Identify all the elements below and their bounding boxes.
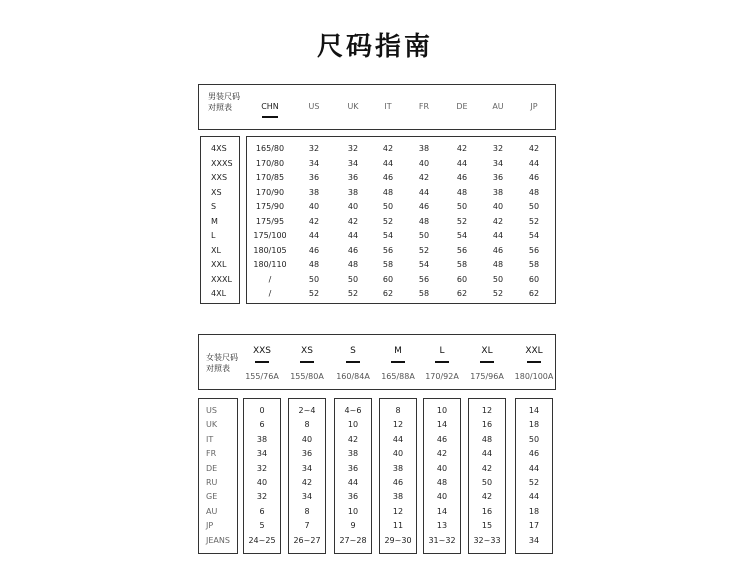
women-size-header: XL: [481, 346, 493, 356]
women-cell: 0: [259, 406, 265, 415]
women-size-underline: [527, 361, 541, 363]
women-cell: 38: [347, 449, 359, 459]
men-cell: 48: [528, 187, 540, 197]
men-cell: 48: [492, 260, 504, 269]
women-cell: 14: [528, 406, 540, 415]
women-size-header: L: [439, 346, 445, 356]
men-cell: 54: [382, 231, 394, 240]
women-cell: 16: [481, 420, 493, 430]
men-cell: 46: [456, 173, 468, 182]
women-cell: 52: [528, 478, 540, 487]
women-size-header: XXL: [525, 346, 543, 356]
men-cell: 44: [308, 231, 320, 240]
women-row-label: UK: [206, 420, 218, 430]
women-row-label: GE: [206, 492, 218, 502]
women-row-label: DE: [206, 463, 218, 473]
women-size-header: S: [350, 346, 356, 356]
men-cell: 44: [418, 187, 430, 197]
men-cell: 52: [456, 216, 468, 226]
men-cell: 62: [528, 289, 540, 298]
men-cell: 40: [418, 158, 430, 168]
men-cell: 44: [492, 231, 504, 240]
men-cell: 56: [382, 245, 394, 255]
men-cell: 62: [456, 289, 468, 298]
men-col-header-jp: JP: [530, 102, 538, 111]
women-cell: 34: [528, 535, 540, 545]
men-cell: 180/105: [253, 245, 287, 255]
men-cell: 46: [492, 245, 504, 255]
men-cell: 58: [528, 260, 540, 269]
men-size-label: XXXL: [211, 274, 232, 284]
men-cell: 62: [382, 289, 394, 298]
men-cell: 42: [456, 144, 468, 153]
men-cell: 46: [347, 245, 359, 255]
women-cell: 48: [481, 434, 493, 444]
women-cell: 44: [392, 434, 404, 444]
men-cell: 38: [492, 187, 504, 197]
men-cell: 44: [347, 231, 359, 240]
women-size-header: XXS: [252, 346, 272, 356]
women-cell: 50: [528, 434, 540, 444]
men-cell: 54: [528, 231, 540, 240]
men-cell: 170/80: [255, 158, 285, 168]
men-col-header-us: US: [308, 102, 320, 111]
men-cell: 175/90: [255, 202, 285, 211]
men-cell: 50: [347, 274, 359, 284]
men-size-label: L: [211, 231, 216, 240]
men-cell: 50: [456, 202, 468, 211]
women-cell: 44: [528, 463, 540, 473]
men-header-label-line1: 男装尺码: [208, 92, 240, 101]
women-cell: 6: [259, 420, 265, 430]
women-row-label: JP: [206, 521, 214, 531]
women-header-label-line1: 女装尺码: [206, 353, 238, 362]
men-cell: 175/95: [255, 216, 285, 226]
women-cell: 36: [347, 463, 359, 473]
women-cell: 17: [528, 521, 540, 531]
men-cell: 42: [308, 216, 320, 226]
men-cell: 32: [492, 144, 504, 153]
women-cell: 10: [436, 406, 448, 415]
men-cell: 170/85: [255, 173, 285, 182]
women-cell: 11: [392, 521, 404, 531]
women-size-underline: [255, 361, 269, 363]
women-header-box: [198, 334, 556, 390]
men-col-header-au: AU: [492, 102, 504, 111]
men-header-label: [208, 91, 240, 113]
men-cell: 50: [492, 274, 504, 284]
women-cell: 42: [436, 449, 448, 459]
women-cell: 2~4: [298, 406, 316, 415]
men-cell: 42: [528, 144, 540, 153]
men-cell: 42: [382, 144, 394, 153]
men-cell: 46: [528, 173, 540, 182]
men-cell: 50: [382, 202, 394, 211]
women-cell: 44: [347, 478, 359, 487]
women-cell: 36: [347, 492, 359, 502]
women-size-sub: 175/96A: [470, 372, 504, 381]
men-cell: 32: [308, 144, 320, 153]
women-cell: 12: [481, 406, 493, 415]
women-cell: 4~6: [344, 406, 362, 415]
women-cell: 38: [392, 492, 404, 502]
women-size-underline: [391, 361, 405, 363]
men-cell: 38: [308, 187, 320, 197]
women-cell: 27~28: [339, 535, 367, 545]
men-cell: 34: [492, 158, 504, 168]
women-cell: 18: [528, 506, 540, 516]
women-cell: 40: [301, 434, 313, 444]
men-size-label: S: [211, 202, 217, 211]
men-cell: 46: [418, 202, 430, 211]
men-cell: 50: [418, 231, 430, 240]
women-size-underline: [346, 361, 360, 363]
women-size-underline: [480, 361, 494, 363]
women-cell: 26~27: [293, 535, 321, 545]
women-header-label-line2: 对照表: [206, 364, 230, 373]
women-size-underline: [300, 361, 314, 363]
men-cell: 38: [418, 144, 430, 153]
men-cell: 60: [528, 274, 540, 284]
men-cell: 46: [382, 173, 394, 182]
women-row-label: IT: [206, 434, 214, 444]
men-col-header-it: IT: [384, 102, 392, 111]
men-cell: 52: [492, 289, 504, 298]
women-cell: 46: [436, 434, 448, 444]
women-size-header: XS: [301, 346, 313, 356]
men-cell: /: [268, 274, 272, 284]
women-cell: 44: [481, 449, 493, 459]
men-cell: 46: [308, 245, 320, 255]
women-cell: 42: [481, 463, 493, 473]
page-title: 尺码指南: [316, 32, 433, 62]
women-cell: 6: [259, 506, 265, 516]
women-cell: 16: [481, 506, 493, 516]
men-size-label: XL: [211, 245, 221, 255]
men-cell: 40: [308, 202, 320, 211]
men-size-label: XXXS: [211, 158, 233, 168]
men-size-label: XXS: [211, 173, 228, 182]
women-header-label: [206, 352, 238, 374]
men-cell: 44: [456, 158, 468, 168]
women-cell: 32~33: [473, 535, 501, 545]
men-cell: /: [268, 289, 272, 298]
men-size-label: XXL: [211, 260, 227, 269]
women-size-sub: 180/100A: [514, 372, 554, 381]
men-cell: 40: [347, 202, 359, 211]
men-cell: 44: [528, 158, 540, 168]
men-cell: 48: [308, 260, 320, 269]
women-size-sub: 155/76A: [245, 372, 279, 381]
men-cell: 50: [528, 202, 540, 211]
men-cell: 42: [492, 216, 504, 226]
men-col-header-de: DE: [456, 102, 468, 111]
men-cell: 48: [418, 216, 430, 226]
men-cell: 48: [347, 260, 359, 269]
men-cell: 165/80: [255, 144, 285, 153]
men-cell: 58: [456, 260, 468, 269]
men-cell: 34: [347, 158, 359, 168]
women-cell: 40: [392, 449, 404, 459]
women-cell: 15: [481, 521, 493, 531]
men-cell: 50: [308, 274, 320, 284]
women-row-label: FR: [206, 449, 217, 459]
women-cell: 42: [301, 478, 313, 487]
women-row-label-box: [198, 398, 238, 554]
women-cell: 12: [392, 506, 404, 516]
women-cell: 8: [304, 420, 310, 430]
men-cell: 36: [492, 173, 504, 182]
women-cell: 7: [304, 521, 310, 531]
men-cell: 60: [382, 274, 394, 284]
women-cell: 32: [256, 463, 268, 473]
men-size-label: M: [211, 216, 218, 226]
women-cell: 10: [347, 420, 359, 430]
women-cell: 46: [528, 449, 540, 459]
women-cell: 42: [481, 492, 493, 502]
men-cell: 52: [528, 216, 540, 226]
men-cell: 52: [308, 289, 320, 298]
men-cell: 52: [347, 289, 359, 298]
women-cell: 34: [301, 492, 313, 502]
women-cell: 38: [256, 434, 268, 444]
men-cell: 58: [418, 289, 430, 298]
women-cell: 34: [301, 463, 313, 473]
women-cell: 38: [392, 463, 404, 473]
men-col-header-chn: CHN: [261, 102, 279, 111]
women-size-sub: 160/84A: [336, 372, 370, 381]
men-cell: 36: [308, 173, 320, 182]
men-cell: 60: [456, 274, 468, 284]
women-cell: 8: [304, 506, 310, 516]
women-cell: 24~25: [248, 535, 276, 545]
men-cell: 32: [347, 144, 359, 153]
women-cell: 40: [436, 463, 448, 473]
men-cell: 58: [382, 260, 394, 269]
women-cell: 32: [256, 492, 268, 502]
men-cell: 175/100: [253, 231, 287, 240]
men-cell: 36: [347, 173, 359, 182]
men-cell: 34: [308, 158, 320, 168]
men-cell: 56: [418, 274, 430, 284]
men-cell: 40: [492, 202, 504, 211]
men-cell: 54: [418, 260, 430, 269]
men-col-header-fr: FR: [418, 102, 430, 111]
men-size-label: XS: [211, 187, 222, 197]
women-cell: 31~32: [428, 535, 456, 545]
men-cell: 42: [347, 216, 359, 226]
men-cell: 56: [528, 245, 540, 255]
women-cell: 48: [436, 478, 448, 487]
women-cell: 5: [259, 521, 265, 531]
women-row-label: JEANS: [206, 535, 230, 545]
women-cell: 42: [347, 434, 359, 444]
women-size-underline: [435, 361, 449, 363]
women-cell: 14: [436, 420, 448, 430]
women-cell: 36: [301, 449, 313, 459]
women-cell: 18: [528, 420, 540, 430]
women-cell: 14: [436, 506, 448, 516]
women-size-header: M: [394, 346, 402, 356]
women-size-sub: 155/80A: [290, 372, 324, 381]
women-row-label: US: [206, 406, 217, 415]
women-cell: 40: [256, 478, 268, 487]
men-data-box: [246, 136, 556, 304]
men-size-label: 4XS: [211, 144, 227, 153]
women-cell: 9: [350, 521, 356, 531]
men-col-header-uk: UK: [347, 102, 359, 111]
women-cell: 44: [528, 492, 540, 502]
chn-underline: [262, 116, 278, 118]
women-cell: 10: [347, 506, 359, 516]
women-row-label: AU: [206, 506, 218, 516]
men-cell: 56: [456, 245, 468, 255]
women-cell: 40: [436, 492, 448, 502]
men-size-label: 4XL: [211, 289, 227, 298]
women-cell: 12: [392, 420, 404, 430]
women-cell: 8: [395, 406, 401, 415]
men-cell: 52: [418, 245, 430, 255]
men-cell: 42: [418, 173, 430, 182]
women-cell: 50: [481, 478, 493, 487]
men-cell: 52: [382, 216, 394, 226]
men-cell: 54: [456, 231, 468, 240]
men-cell: 44: [382, 158, 394, 168]
women-cell: 34: [256, 449, 268, 459]
men-cell: 180/110: [253, 260, 287, 269]
men-cell: 38: [347, 187, 359, 197]
women-cell: 29~30: [384, 535, 412, 545]
men-cell: 48: [456, 187, 468, 197]
women-cell: 46: [392, 478, 404, 487]
women-size-sub: 165/88A: [381, 372, 415, 381]
women-size-sub: 170/92A: [425, 372, 459, 381]
women-cell: 13: [436, 521, 448, 531]
women-row-label: RU: [206, 478, 218, 487]
men-cell: 48: [382, 187, 394, 197]
men-cell: 170/90: [255, 187, 285, 197]
men-header-label-line2: 对照表: [208, 103, 232, 112]
